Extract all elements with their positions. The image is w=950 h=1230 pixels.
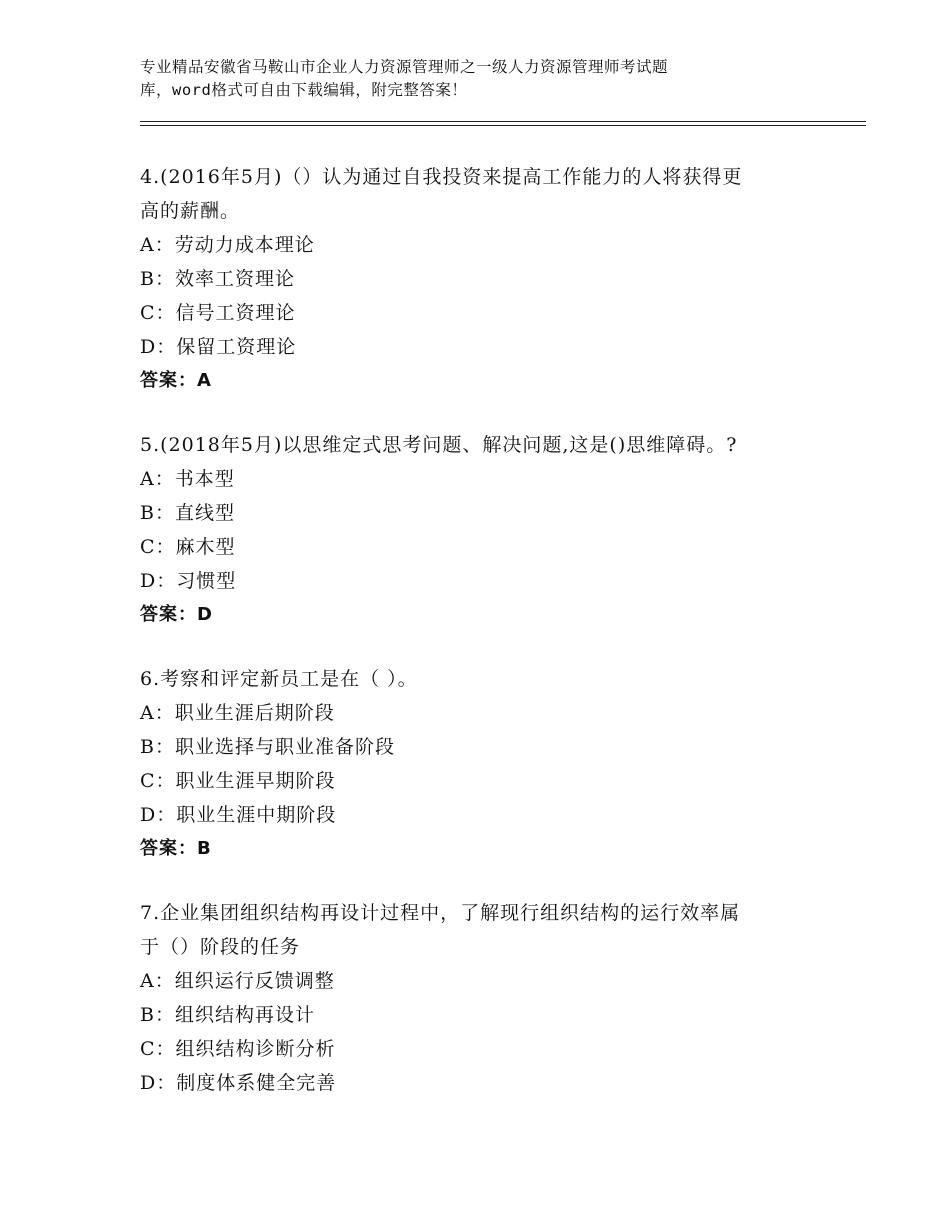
answer: 答案：A [140,370,212,391]
option-c: C：组织结构诊断分析 [140,1038,336,1060]
option-a: A：组织运行反馈调整 [140,970,335,992]
document-header [140,56,840,102]
option-d: D：习惯型 [140,570,237,592]
option-d: D：制度体系健全完善 [140,1072,337,1094]
answer: 答案：D [140,604,213,625]
option-c: C：麻木型 [140,536,236,558]
option-b: B：组织结构再设计 [140,1004,315,1026]
option-a: A：书本型 [140,468,235,490]
option-d: D：保留工资理论 [140,336,297,358]
header-rule-bottom [140,125,866,126]
question-stem-line: 于（）阶段的任务 [140,936,301,958]
option-c: C：信号工资理论 [140,302,296,324]
option-b: B：效率工资理论 [140,268,295,290]
question-list [140,160,840,1130]
question-stem-line: 7.企业集团组织结构再设计过程中，了解现行组织结构的运行效率属 [140,902,741,924]
question-7 [140,896,840,1100]
answer: 答案：B [140,838,212,859]
option-a: A：职业生涯后期阶段 [140,702,335,724]
question-6 [140,662,840,866]
header-rule-top [140,121,866,122]
option-c: C：职业生涯早期阶段 [140,770,336,792]
question-5 [140,428,840,632]
question-stem-line: 4.(2016年5月)（）认为通过自我投资来提高工作能力的人将获得更 [140,166,743,188]
question-4 [140,160,840,398]
option-b: B：直线型 [140,502,235,524]
option-d: D：职业生涯中期阶段 [140,804,337,826]
option-a: A：劳动力成本理论 [140,234,315,256]
header-line-2: 库，word格式可自由下载编辑，附完整答案！ [140,81,468,99]
question-stem-line: 高的薪酬。 [140,200,241,222]
header-line-1: 专业精品安徽省马鞍山市企业人力资源管理师之一级人力资源管理师考试题 [140,58,669,76]
question-stem-line: 6.考察和评定新员工是在（ ）。 [140,668,418,690]
option-b: B：职业选择与职业准备阶段 [140,736,395,758]
question-stem-line: 5.(2018年5月)以思维定式思考问题、解决问题,这是()思维障碍。? [140,434,738,456]
